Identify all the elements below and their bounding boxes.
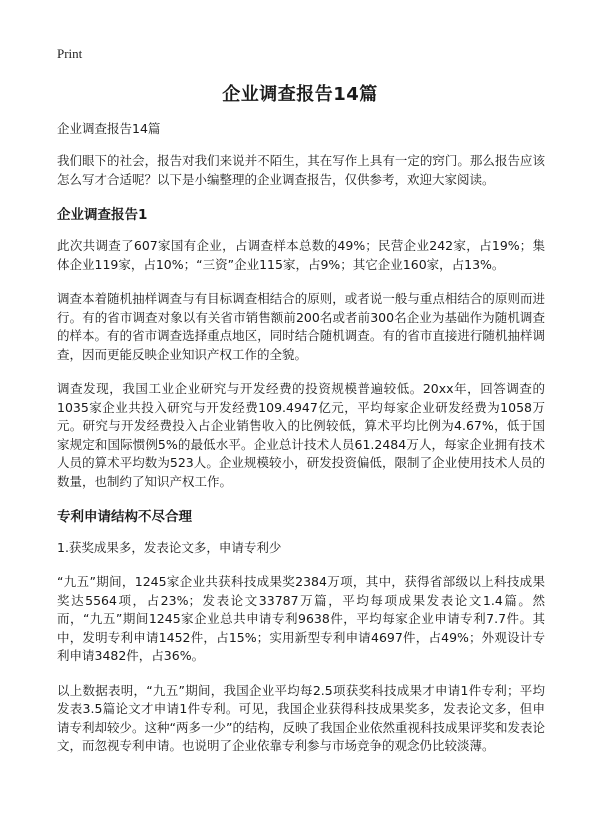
paragraph: 调查本着随机抽样调查与有目标调查相结合的原则，或者说一般与重点相结合的原则而进行。有的省市调查对象以有关省市销售额前200名或者前300名企业为基础作为随机调查的样本。有的省市调查选择重点地区，同时结合随机调查。有的省市直接进行随机抽样调查，因而更能反映企业知识产权工作的全貌。 (57, 291, 545, 362)
page-title: 企业调查报告14篇 (222, 84, 378, 105)
paragraph: 此次共调查了607家国有企业，占调查样本总数的49%；民营企业242家，占19%；集体企业119家，占10%；“三资”企业115家，占9%；其它企业160家，占13%。 (57, 238, 545, 272)
section-heading-report-1: 企业调查报告1 (57, 207, 148, 223)
print-link[interactable]: Print (57, 46, 83, 61)
paragraph: 调查发现，我国工业企业研究与开发经费的投资规模普遍较低。20xx年，回答调查的1035家企业共投入研究与开发经费109.4947亿元，平均每家企业研发经费为1058万元。研究与开发经费投入占企业销售收入的比例较低，算术平均比例为4.67%，低于国家规定和国际惯例5%的最低水平。企业总计技术人员61.2484万人，每家企业拥有技术人员的算术平均数为523人。企业规模较小，研发投资偏低，限制了企业使用技术人员的数量，也制约了知识产权工作。 (57, 381, 545, 489)
paragraph: 以上数据表明，“九五”期间，我国企业平均每2.5项获奖科技成果才申请1件专利；平均发表3.5篇论文才申请1件专利。可见，我国企业获得科技成果奖多，发表论文多，但申请专利却较少。这种“两多一少”的结构，反映了我国企业依然重视科技成果评奖和发表论文，而忽视专利申请。也说明了企业依靠专利参与市场竞争的观念仍比较淡薄。 (57, 682, 545, 753)
document-body (57, 120, 545, 772)
intro-paragraph: 我们眼下的社会，报告对我们来说并不陌生，其在写作上具有一定的窍门。那么报告应该怎么写才合适呢？以下是小编整理的企业调查报告，仅供参考，欢迎大家阅读。 (57, 153, 545, 187)
section-heading-patent-structure: 专利申请结构不尽合理 (57, 509, 192, 525)
list-item: 1.获奖成果多，发表论文多，申请专利少 (57, 540, 282, 555)
document-subtitle: 企业调查报告14篇 (57, 121, 161, 136)
paragraph: “九五”期间，1245家企业共获科技成果奖2384万项，其中，获得省部级以上科技成果奖达5564项，占23%；发表论文33787万篇，平均每项成果发表论文1.4篇。然而，“九五”期间1245家企业总共申请专利9638件，平均每家企业申请专利7.7件。其中，发明专利申请1452件，占15%；实用新型专利申请4697件，占49%；外观设计专利申请3482件，占36%。 (57, 574, 545, 663)
